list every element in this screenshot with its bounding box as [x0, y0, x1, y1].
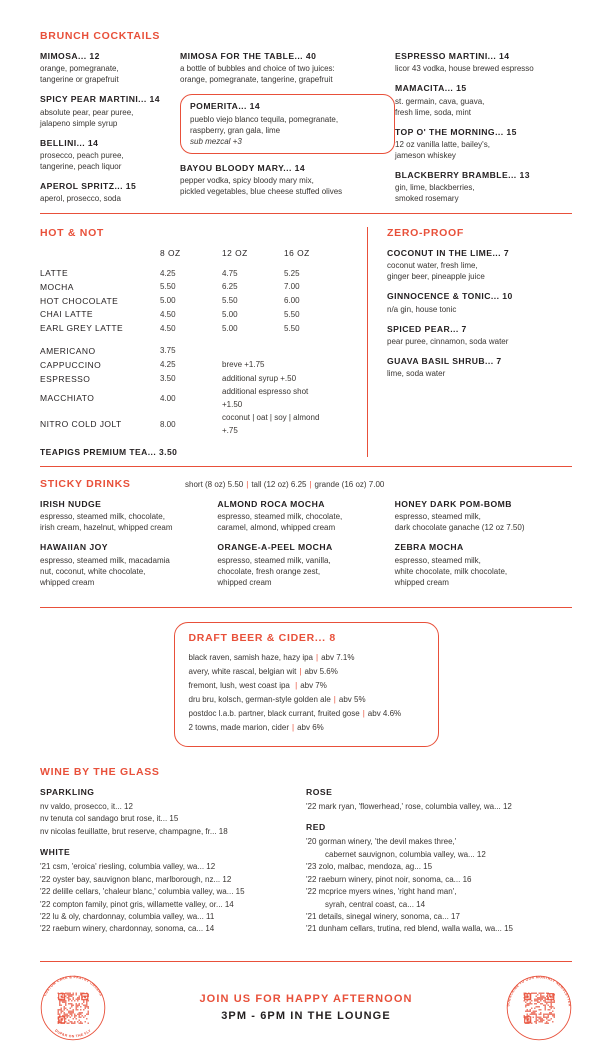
wine-group	[40, 847, 292, 936]
price-row-name: EARL GREY LATTE	[40, 323, 124, 334]
menu-item-name: TOP O' THE MORNING... 15	[395, 126, 517, 137]
menu-item	[395, 170, 572, 204]
price-row-note	[222, 345, 326, 359]
menu-item-name: ALMOND ROCA MOCHA	[217, 499, 325, 510]
svg-text:SUBSCRIBE TO OUR MONTHLY NEWSL: SUBSCRIBE TO OUR MONTHLY NEWSLETTER	[506, 975, 572, 1007]
menu-item-description: orange, pomegranate,	[40, 64, 119, 74]
menu-item-description: pear puree, cinnamon, soda water	[387, 336, 509, 346]
menu-item-description: gin, lime, blackberries,	[395, 183, 475, 193]
price-row-note: additional espresso shot +1.50	[222, 387, 309, 410]
sticky-size-option: grande (16 oz) 7.00	[314, 480, 385, 490]
wine-column-right	[306, 787, 572, 945]
table-row	[40, 281, 326, 295]
menu-item-name: ESPRESSO MARTINI... 14	[395, 51, 510, 61]
sticky-drinks-section	[40, 467, 572, 607]
wine-line: syrah, central coast, ca... 14	[325, 899, 426, 909]
menu-item-name: ZEBRA MOCHA	[394, 542, 464, 553]
menu-item	[180, 51, 395, 85]
menu-item-description: espresso, steamed milk, chocolate,	[40, 512, 165, 522]
menu-item-description: 12 oz vanilla latte, bailey's,	[395, 139, 490, 149]
price-cell: 4.25	[160, 268, 176, 278]
price-cell: 4.25	[160, 360, 176, 370]
wine-line: '22 delille cellars, 'chaleur blanc,' columbia valley, wa... 15	[40, 887, 245, 897]
price-cell: 5.50	[222, 296, 238, 306]
menu-item-description: pepper vodka, spicy bloody mary mix,	[180, 175, 314, 185]
hot-and-not-column	[40, 227, 367, 457]
teapigs-line: TEAPIGS PREMIUM TEA... 3.50	[40, 447, 178, 458]
sticky-size-option: tall (12 oz) 6.25	[251, 480, 307, 490]
menu-item-description: coconut water, fresh lime,	[387, 261, 478, 271]
price-cell: 8.00	[160, 419, 176, 429]
svg-text:DUPAR ON THE FLY: DUPAR ON THE FLY	[54, 1028, 92, 1039]
draft-beer-description: dru bru, kolsch, german-style golden ale	[188, 694, 331, 704]
menu-item-description: dark chocolate ganache (12 oz 7.50)	[394, 523, 525, 533]
price-cell: 5.50	[284, 309, 300, 319]
draft-beer-line	[189, 651, 424, 665]
col-header-8oz: 8 OZ	[160, 248, 181, 259]
menu-item	[40, 94, 180, 128]
price-row-name: HOT CHOCOLATE	[40, 295, 119, 306]
draft-beer-heading: DRAFT BEER & CIDER... 8	[188, 631, 336, 644]
wine-section	[40, 761, 572, 945]
menu-item-name: BELLINI... 14	[40, 137, 99, 148]
menu-item-name: COCONUT IN THE LIME... 7	[387, 248, 510, 259]
menu-item	[40, 138, 180, 172]
draft-beer-abv: abv 7%	[300, 680, 327, 690]
wine-line: '20 gorman winery, 'the devil makes three,'	[306, 837, 457, 847]
abv-separator: |	[362, 708, 365, 718]
menu-item-description: prosecco, peach puree,	[40, 150, 124, 160]
price-cell: 4.50	[160, 323, 176, 333]
wine-line: nv tenuta col sandago brut rose, it... 15	[40, 814, 179, 824]
brunch-cocktails-section	[40, 0, 572, 213]
menu-item-name: IRISH NUDGE	[40, 499, 102, 510]
draft-beer-box	[174, 622, 439, 747]
menu-item-name: HAWAIIAN JOY	[40, 542, 108, 553]
abv-separator: |	[292, 722, 295, 732]
menu-item-name: GUAVA BASIL SHRUB... 7	[387, 355, 502, 366]
price-cell: 4.75	[222, 268, 238, 278]
menu-item-highlighted	[180, 94, 395, 153]
price-row-name: MOCHA	[40, 281, 74, 292]
menu-item-description: st. germain, cava, guava,	[395, 96, 485, 106]
price-row-note: additional syrup +.50	[222, 373, 297, 383]
wine-group	[40, 787, 292, 838]
brunch-cocktails-heading: BRUNCH COCKTAILS	[40, 30, 161, 42]
table-row	[40, 267, 326, 281]
draft-beer-line	[189, 721, 424, 735]
table-row	[40, 373, 326, 387]
menu-item-description: whipped cream	[217, 577, 272, 587]
price-cell: 3.50	[160, 373, 176, 383]
draft-beer-abv: abv 5.6%	[304, 666, 338, 676]
draft-beer-description: 2 towns, made marion, cider	[188, 722, 289, 732]
menu-item-description: espresso, steamed milk, chocolate,	[217, 512, 343, 522]
menu-item	[40, 51, 180, 85]
menu-item-description: espresso, steamed milk,	[394, 555, 481, 565]
price-row-note: breve +1.75	[222, 360, 265, 370]
price-row-name: LATTE	[40, 268, 69, 279]
price-cell: 5.00	[222, 309, 238, 319]
menu-item-description: n/a gin, house tonic	[387, 304, 457, 314]
menu-item-description: caramel, almond, whipped cream	[217, 523, 336, 533]
menu-item-description: jalapeno simple syrup	[40, 118, 118, 128]
wine-line: '23 zolo, malbac, mendoza, ag... 15	[306, 862, 433, 872]
menu-item	[387, 324, 572, 347]
menu-item	[395, 51, 572, 74]
menu-item	[395, 83, 572, 117]
wine-line: nv valdo, prosecco, it... 12	[40, 801, 133, 811]
menu-item	[395, 542, 560, 587]
wine-line: '22 raeburn winery, chardonnay, sonoma, ca... 14	[40, 924, 215, 934]
table-row	[40, 295, 326, 309]
happy-hour-line-2: 3PM - 6PM IN THE LOUNGE	[221, 1009, 391, 1022]
sticky-size-option: short (8 oz) 5.50	[185, 480, 244, 490]
price-cell: 6.00	[284, 296, 300, 306]
menu-item-description: tangerine, peach liquor	[40, 161, 122, 171]
menu-item	[40, 542, 205, 587]
draft-beer-line	[189, 693, 424, 707]
table-row	[40, 359, 326, 373]
price-row-name: MACCHIATO	[40, 393, 95, 404]
hot-and-not-section	[40, 214, 572, 466]
draft-beer-description: black raven, samish haze, hazy ipa	[188, 652, 314, 662]
draft-beer-abv: abv 6%	[297, 722, 324, 732]
menu-item-description: pueblo viejo blanco tequila, pomegranate,	[190, 114, 339, 124]
happy-hour-line-1: JOIN US FOR HAPPY AFTERNOON	[199, 993, 413, 1006]
wine-line: '22 lu & oly, chardonnay, columbia valley, wa... 11	[40, 912, 215, 921]
menu-item-description: white chocolate, milk chocolate,	[394, 566, 508, 576]
price-cell: 5.25	[284, 268, 300, 278]
sticky-drinks-sizes	[185, 480, 384, 489]
menu-item-name: POMERITA... 14	[190, 101, 261, 112]
zero-proof-heading: ZERO-PROOF	[387, 227, 464, 240]
draft-beer-description: avery, white rascal, belgian wit	[188, 666, 297, 676]
price-cell: 4.00	[160, 393, 176, 403]
wine-group-heading: SPARKLING	[40, 786, 95, 797]
price-row-name: NITRO COLD JOLT	[40, 419, 122, 430]
wine-group	[306, 822, 558, 936]
table-row	[40, 412, 326, 438]
brunch-column-1	[40, 51, 180, 213]
price-cell: 5.50	[160, 282, 176, 292]
sticky-drinks-heading: STICKY DRINKS	[40, 478, 131, 491]
menu-item-name: MIMOSA... 12	[40, 51, 100, 61]
menu-item	[387, 356, 572, 379]
menu-item-description: irish cream, hazelnut, whipped cream	[40, 523, 173, 533]
menu-item-name: GINNOCENCE & TONIC... 10	[387, 291, 513, 302]
hot-and-not-heading: HOT & NOT	[40, 227, 105, 240]
draft-beer-section	[40, 608, 572, 761]
menu-item-description: jameson whiskey	[395, 150, 456, 160]
abv-separator: |	[333, 694, 336, 704]
draft-beer-line	[189, 707, 424, 721]
wine-line: '22 raeburn winery, pinot noir, sonoma, ca... 16	[306, 874, 472, 884]
menu-item-note: sub mezcal +3	[190, 136, 242, 146]
draft-beer-abv: abv 7.1%	[321, 652, 355, 662]
wine-heading: WINE BY THE GLASS	[40, 765, 160, 778]
menu-item-description: pickled vegetables, blue cheese stuffed olives	[180, 186, 343, 196]
menu-item	[40, 181, 180, 204]
svg-text:CUSTOM CAKE & PASTRY ORDERS: CUSTOM CAKE & PASTRY ORDERS	[42, 975, 104, 997]
price-row-name: CHAI LATTE	[40, 309, 93, 320]
menu-item-description: smoked rosemary	[395, 194, 459, 204]
menu-item-description: raspberry, gran gala, lime	[190, 125, 281, 135]
wine-group	[306, 787, 558, 813]
wine-line: nv nicolas feuillatte, brut reserve, champagne, fr... 18	[40, 826, 228, 836]
menu-item-description: espresso, steamed milk,	[394, 512, 481, 522]
col-header-16oz: 16 OZ	[284, 248, 310, 259]
menu-item	[387, 291, 572, 314]
col-header-12oz: 12 OZ	[222, 248, 248, 259]
menu-item-name: HONEY DARK POM-BOMB	[394, 499, 512, 510]
wine-group-heading: WHITE	[40, 847, 71, 858]
price-cell: 6.25	[222, 282, 238, 292]
price-row-name: AMERICANO	[40, 345, 96, 356]
wine-column-left	[40, 787, 306, 945]
draft-beer-abv: abv 5%	[338, 694, 366, 704]
coffee-price-table	[40, 248, 326, 438]
abv-separator: |	[299, 666, 302, 676]
menu-item	[395, 127, 572, 161]
table-row	[40, 322, 326, 336]
price-row-note: coconut | oat | soy | almond +.75	[222, 413, 320, 436]
draft-beer-abv: abv 4.6%	[367, 708, 402, 718]
menu-item-description: orange, pomegranate, tangerine, grapefruit	[180, 75, 333, 85]
menu-item	[217, 542, 382, 587]
menu-item-name: MAMACITA... 15	[395, 83, 467, 94]
menu-item	[387, 248, 572, 282]
menu-item-description: a bottle of bubbles and choice of two juices:	[180, 64, 335, 74]
table-spacer	[40, 336, 326, 345]
sticky-column-3	[395, 499, 572, 597]
menu-item-description: licor 43 vodka, house brewed espresso	[395, 64, 534, 74]
menu-item-description: aperol, prosecco, soda	[40, 194, 121, 204]
menu-item-description: fresh lime, soda, mint	[395, 107, 472, 117]
menu-item-name: APEROL SPRITZ... 15	[40, 180, 137, 191]
menu-item-description: whipped cream	[394, 577, 449, 587]
wine-line: '22 oyster bay, sauvignon blanc, marlborough, nz... 12	[40, 874, 232, 884]
table-header-row	[40, 248, 326, 267]
price-cell: 5.00	[222, 323, 238, 333]
price-cell: 5.00	[160, 296, 176, 306]
menu-item-name: MIMOSA FOR THE TABLE... 40	[180, 51, 317, 61]
brunch-column-3	[395, 51, 572, 213]
sticky-column-1	[40, 499, 217, 597]
menu-item-name: ORANGE-A-PEEL MOCHA	[217, 542, 333, 553]
abv-separator: |	[295, 680, 298, 690]
menu-item-description: lime, soda water	[387, 369, 446, 379]
price-cell: 5.50	[284, 323, 300, 333]
menu-item	[217, 499, 382, 533]
menu-item-name: SPICED PEAR... 7	[387, 323, 467, 334]
draft-beer-description: fremont, lush, west coast ipa	[188, 680, 293, 690]
menu-item-description: whipped cream	[40, 577, 95, 587]
price-row-name: CAPPUCCINO	[40, 359, 102, 370]
zero-proof-column	[367, 227, 572, 457]
abv-separator: |	[316, 652, 319, 662]
page-footer	[40, 962, 572, 1041]
price-cell: 3.75	[160, 346, 176, 356]
price-cell: 4.50	[160, 309, 176, 319]
menu-item-description: chocolate, fresh orange zest,	[217, 566, 321, 576]
size-separator: |	[309, 480, 312, 490]
wine-line: '22 compton family, pinot gris, willamette valley, or... 14	[40, 899, 234, 909]
table-row	[40, 345, 326, 359]
menu-item	[180, 163, 395, 197]
menu-item-name: SPICY PEAR MARTINI... 14	[40, 94, 160, 105]
wine-group-heading: RED	[306, 822, 326, 833]
wine-group-heading: ROSE	[306, 786, 333, 797]
menu-item-description: nut, coconut, white chocolate,	[40, 566, 146, 576]
wine-line: '22 mcprice myers wines, 'right hand man',	[306, 887, 457, 897]
wine-line: '21 dunham cellars, trutina, red blend, walla walla, wa... 15	[306, 924, 513, 934]
table-row	[40, 308, 326, 322]
brunch-column-2	[180, 51, 395, 213]
size-separator: |	[246, 480, 249, 490]
wine-line: cabernet sauvignon, columbia valley, wa... 12	[325, 849, 486, 859]
draft-beer-line	[189, 665, 424, 679]
menu-item-description: ginger beer, pineapple juice	[387, 272, 485, 282]
menu-item-description: espresso, steamed milk, macadamia	[40, 555, 170, 565]
wine-line: '21 details, sinegal winery, sonoma, ca... 17	[306, 912, 460, 921]
menu-item-description: tangerine or grapefruit	[40, 75, 119, 85]
menu-item-name: BLACKBERRY BRAMBLE... 13	[395, 169, 530, 180]
menu-item-description: espresso, steamed milk, vanilla,	[217, 555, 331, 565]
sticky-column-2	[217, 499, 394, 597]
menu-item-name: BAYOU BLOODY MARY... 14	[180, 162, 306, 173]
wine-line: '21 csm, 'eroica' riesling, columbia valley, wa... 12	[40, 862, 216, 872]
draft-beer-description: postdoc l.a.b. partner, black currant, fruited gose	[188, 708, 360, 718]
table-row	[40, 386, 326, 412]
wine-line: '22 mark ryan, 'flowerhead,' rose, columbia valley, wa... 12	[306, 801, 512, 811]
menu-item	[40, 499, 205, 533]
price-row-name: ESPRESSO	[40, 373, 91, 384]
menu-item	[395, 499, 560, 533]
draft-beer-line	[189, 679, 424, 693]
price-cell: 7.00	[284, 282, 300, 292]
menu-item-description: absolute pear, pear puree,	[40, 107, 134, 117]
